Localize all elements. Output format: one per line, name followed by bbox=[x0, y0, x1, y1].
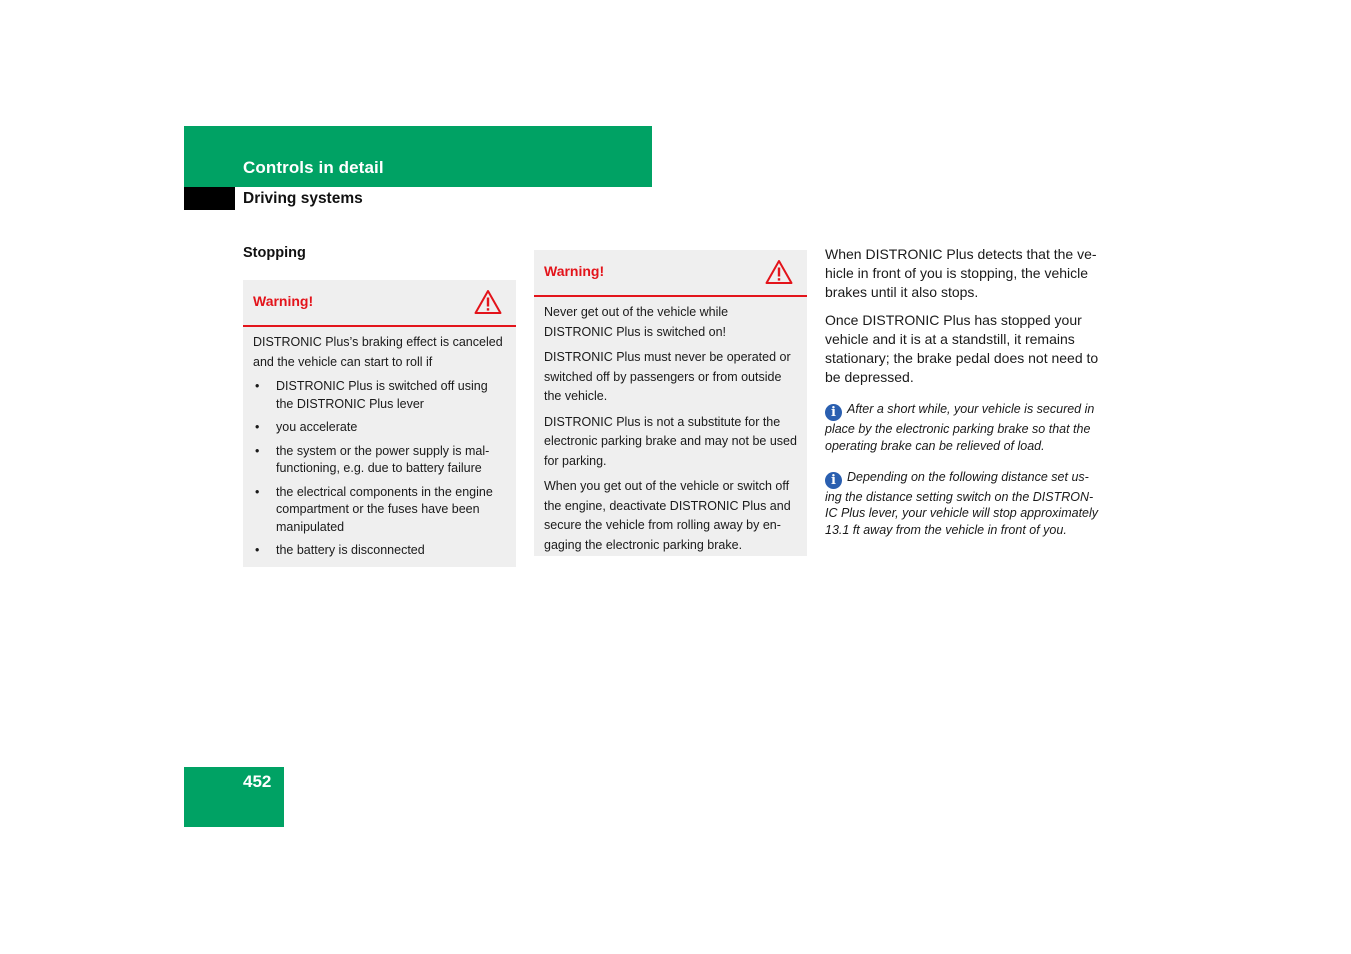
list-item: • you accelerate bbox=[255, 420, 358, 434]
warning-body bbox=[243, 327, 516, 574]
subsection-title: Driving systems bbox=[243, 190, 363, 207]
warning-triangle-icon bbox=[474, 289, 502, 315]
section-title: Controls in detail bbox=[243, 158, 384, 177]
warning-paragraph: DISTRONIC Plus must never be operated or switched off by passengers or from outside the vehicle. bbox=[544, 350, 791, 403]
list-item: • the electrical components in the engine compartment or the fuses have been manipulated bbox=[255, 484, 493, 534]
page-number: 452 bbox=[243, 772, 272, 791]
warning-box-exit-vehicle bbox=[534, 250, 807, 556]
warning-header bbox=[243, 280, 516, 327]
warning-intro: DISTRONIC Plus’s braking effect is canceled and the vehicle can start to roll if bbox=[253, 335, 503, 369]
info-icon: i bbox=[825, 472, 842, 489]
warning-body bbox=[534, 297, 807, 569]
info-note bbox=[825, 469, 1103, 539]
warning-triangle-icon bbox=[765, 259, 793, 285]
warning-label: Warning! bbox=[253, 293, 314, 309]
info-note-text: After a short while, your vehicle is secured in place by the electronic parking brake so that the operating brake can be relieved of load. bbox=[825, 402, 1095, 453]
info-icon: i bbox=[825, 404, 842, 421]
body-paragraph: When DISTRONIC Plus detects that the ve-hicle in front of you is stopping, the vehicle brakes until it also stops. bbox=[825, 246, 1097, 300]
warning-paragraph: DISTRONIC Plus is not a substitute for the electronic parking brake and may not be used for parking. bbox=[544, 414, 797, 468]
list-item: • DISTRONIC Plus is switched off using the DISTRONIC Plus lever bbox=[255, 379, 488, 411]
topic-heading: Stopping bbox=[243, 245, 306, 261]
warning-paragraph: Never get out of the vehicle while DISTRONIC Plus is switched on! bbox=[544, 305, 729, 339]
warning-box-braking bbox=[243, 280, 516, 567]
warning-list bbox=[253, 378, 506, 560]
list-item: • the system or the power supply is mal-functioning, e.g. due to battery failure bbox=[255, 443, 490, 475]
warning-header bbox=[534, 250, 807, 297]
list-item: • the battery is disconnected bbox=[255, 543, 425, 557]
info-note bbox=[825, 401, 1103, 455]
warning-label: Warning! bbox=[544, 263, 605, 279]
warning-paragraph: When you get out of the vehicle or switch off the engine, deactivate DISTRONIC Plus and secure the vehicle from rolling away by en-gaging the electronic parking brake. bbox=[544, 479, 791, 552]
body-column bbox=[825, 245, 1103, 553]
info-note-text: Depending on the following distance set us-ing the distance setting switch on the DISTRON-IC Plus lever, your vehicle will stop approximately 13.1 ft away from the vehicle in front of you. bbox=[825, 469, 1099, 538]
section-tab-marker bbox=[184, 187, 235, 210]
body-paragraph: Once DISTRONIC Plus has stopped your vehicle and it is at a standstill, it remains stationary; the brake pedal does not need to be depressed. bbox=[825, 312, 1099, 385]
